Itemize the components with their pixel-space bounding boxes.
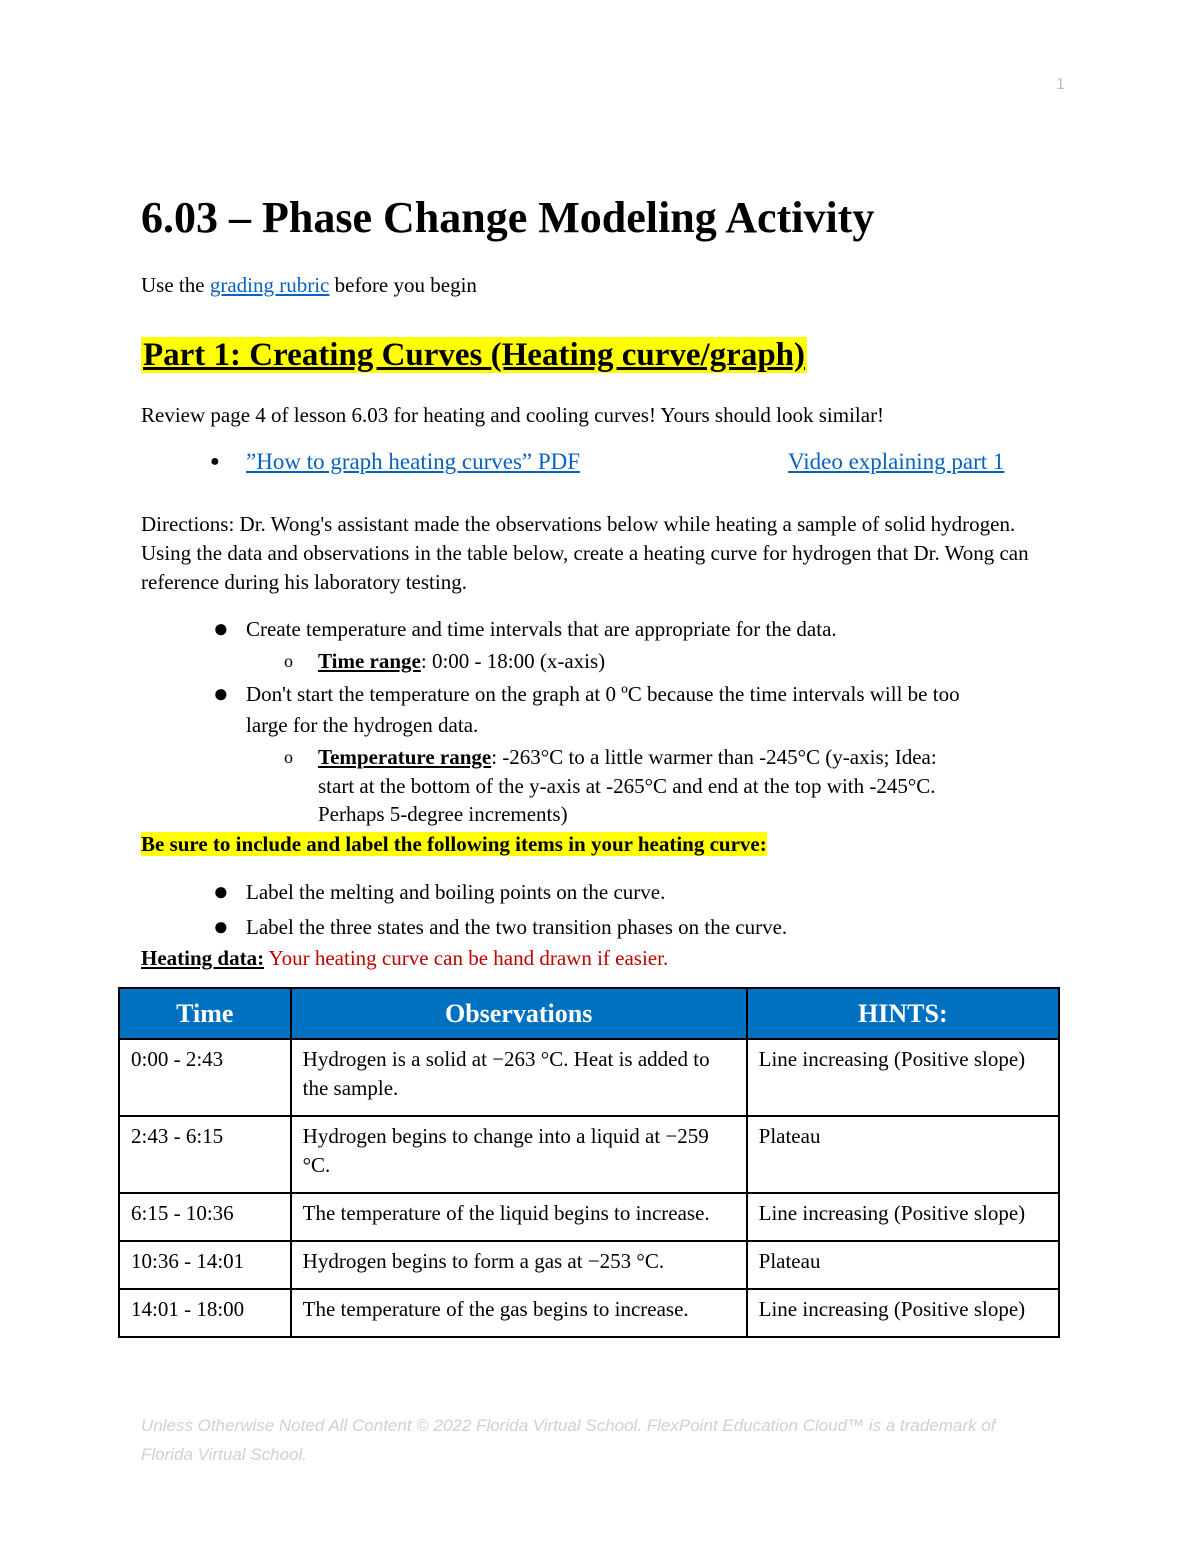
cell-hint: Line increasing (Positive slope) [747, 1039, 1059, 1116]
cell-hint: Line increasing (Positive slope) [747, 1289, 1059, 1337]
sub-bullet-icon: o [284, 651, 293, 671]
cell-time: 0:00 - 2:43 [119, 1039, 291, 1116]
bullet-time-intervals: Create temperature and time intervals that are appropriate for the data. [246, 617, 837, 641]
bullet-icon: ● [213, 877, 229, 906]
page-number: 1 [1056, 76, 1065, 93]
cell-hint: Plateau [747, 1241, 1059, 1289]
temperature-range-text: : -263°C to a little warmer than -245°C (y-axis; Idea: [491, 745, 937, 769]
intro-line [141, 271, 477, 300]
be-sure-line [141, 830, 767, 859]
cell-observation: Hydrogen begins to change into a liquid at −259 °C. [291, 1116, 747, 1193]
bullet-icon: ● [213, 679, 229, 708]
directions-paragraph: Directions: Dr. Wong's assistant made the observations below while heating a sample of solid hydrogen. Using the data and observations in the table below, create a heating curve for hydrogen that Dr. Wong can reference during his laboratory testing. [141, 512, 1029, 594]
bullet-temperature-line1: Don't start the temperature on the graph at 0 ºC because the time intervals will be too [246, 682, 960, 706]
be-sure-highlight: Be sure to include and label the following items in your heating curve: [141, 832, 767, 856]
table-header-row [119, 988, 1059, 1039]
heating-data-table [118, 987, 1060, 1338]
cell-time: 6:15 - 10:36 [119, 1193, 291, 1241]
bullet-temperature-line2: large for the hydrogen data. [246, 713, 479, 737]
time-range-text: : 0:00 - 18:00 (x-axis) [420, 649, 606, 673]
cell-hint: Line increasing (Positive slope) [747, 1193, 1059, 1241]
table-row [119, 1289, 1059, 1337]
cell-observation: Hydrogen begins to form a gas at −253 °C. [291, 1241, 747, 1289]
temperature-range-label: Temperature range [318, 745, 492, 769]
cell-time: 2:43 - 6:15 [119, 1116, 291, 1193]
part1-heading-text: Part 1: Creating Curves (Heating curve/graph) [143, 337, 806, 373]
table-row [119, 1039, 1059, 1116]
page-title: 6.03 – Phase Change Modeling Activity [141, 193, 875, 242]
label-bullet-1: Label the melting and boiling points on the curve. [246, 880, 666, 904]
cell-observation: The temperature of the gas begins to increase. [291, 1289, 747, 1337]
cell-observation: The temperature of the liquid begins to increase. [291, 1193, 747, 1241]
part1-heading [141, 333, 807, 377]
review-text: Review page 4 of lesson 6.03 for heating and cooling curves! Yours should look similar! [141, 403, 885, 427]
bullet-icon: ● [213, 912, 229, 941]
cell-observation: Hydrogen is a solid at −263 °C. Heat is added to the sample. [291, 1039, 747, 1116]
label-bullet-2: Label the three states and the two transition phases on the curve. [246, 915, 788, 939]
intro-after: before you begin [329, 273, 477, 297]
time-range-line [318, 646, 605, 677]
table-row [119, 1193, 1059, 1241]
header-observations: Observations [291, 988, 747, 1039]
intro-before: Use the [141, 273, 210, 297]
cell-time: 10:36 - 14:01 [119, 1241, 291, 1289]
header-hints: HINTS: [747, 988, 1059, 1039]
header-time: Time [119, 988, 291, 1039]
grading-rubric-link[interactable]: grading rubric [209, 273, 330, 297]
sub-bullet-icon: o [284, 747, 293, 767]
time-range-label: Time range [318, 649, 421, 673]
bullet-icon: ● [210, 453, 220, 470]
temperature-range-line3: Perhaps 5-degree increments) [318, 802, 568, 826]
temperature-range-line2: start at the bottom of the y-axis at -265°C and end at the top with -245°C. [318, 774, 936, 798]
bullet-icon: ● [213, 614, 229, 643]
heating-curves-pdf-link[interactable]: ”How to graph heating curves” PDF [246, 449, 581, 474]
cell-hint: Plateau [747, 1116, 1059, 1193]
heating-data-label: Heating data: [141, 946, 265, 970]
temperature-range-line1 [318, 742, 937, 773]
table-row [119, 1241, 1059, 1289]
copyright-footer: Unless Otherwise Noted All Content © 2022 Florida Virtual School. FlexPoint Education Cloud™ is a trademark of Florida Virtual School. [141, 1416, 996, 1464]
heating-data-line [141, 944, 668, 973]
heating-data-note: Your heating curve can be hand drawn if easier. [264, 946, 669, 970]
table-row [119, 1116, 1059, 1193]
cell-time: 14:01 - 18:00 [119, 1289, 291, 1337]
video-part1-link[interactable]: Video explaining part 1 [788, 449, 1005, 474]
